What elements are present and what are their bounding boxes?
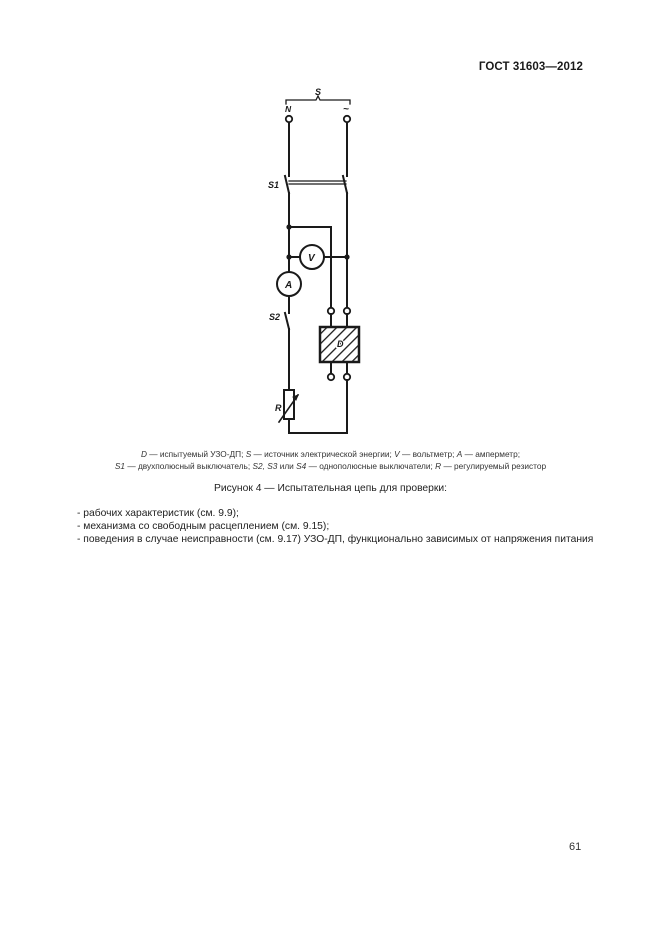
switch-s2-blade bbox=[285, 313, 289, 329]
label-s1: S1 bbox=[268, 180, 280, 190]
label-neutral: N bbox=[285, 104, 292, 114]
junction-dot bbox=[286, 254, 291, 259]
label-ammeter: A bbox=[285, 280, 293, 291]
label-source: S bbox=[315, 87, 322, 97]
list-item: - поведения в случае неисправности (см. 9.17) УЗО-ДП, функционально зависимых от напряжения питания bbox=[77, 534, 594, 546]
junction-dot bbox=[344, 254, 349, 259]
label-voltmeter: V bbox=[308, 253, 315, 264]
figure-caption: Рисунок 4 — Испытательная цепь для проверки: bbox=[214, 483, 447, 494]
test-circuit-diagram bbox=[0, 0, 661, 450]
variable-resistor-symbol bbox=[284, 390, 294, 419]
junction-dot bbox=[286, 224, 291, 229]
terminal-n bbox=[286, 116, 292, 122]
label-device: D bbox=[337, 339, 344, 349]
list-item: - рабочих характеристик (см. 9.9); bbox=[77, 508, 239, 519]
list-item: - механизма со свободным расцеплением (см. 9.15); bbox=[77, 521, 330, 533]
page-number: 61 bbox=[569, 841, 582, 853]
document-header-standard: ГОСТ 31603—2012 bbox=[478, 61, 583, 73]
source-brace bbox=[286, 96, 350, 104]
legend-line-2: S1 — двухполюсный выключатель; S2, S3 или S4 — однополюсные выключатели; R — регулируемый резистор bbox=[114, 461, 547, 471]
legend-line-1: D — испытуемый УЗО-ДП; S — источник электрической энергии; V — вольтметр; A — амперметр; bbox=[140, 449, 521, 459]
label-resistor: R bbox=[275, 403, 282, 413]
terminal-phase bbox=[344, 116, 350, 122]
verification-list bbox=[77, 507, 593, 547]
label-phase: ~ bbox=[343, 104, 349, 115]
label-s2: S2 bbox=[269, 312, 281, 322]
